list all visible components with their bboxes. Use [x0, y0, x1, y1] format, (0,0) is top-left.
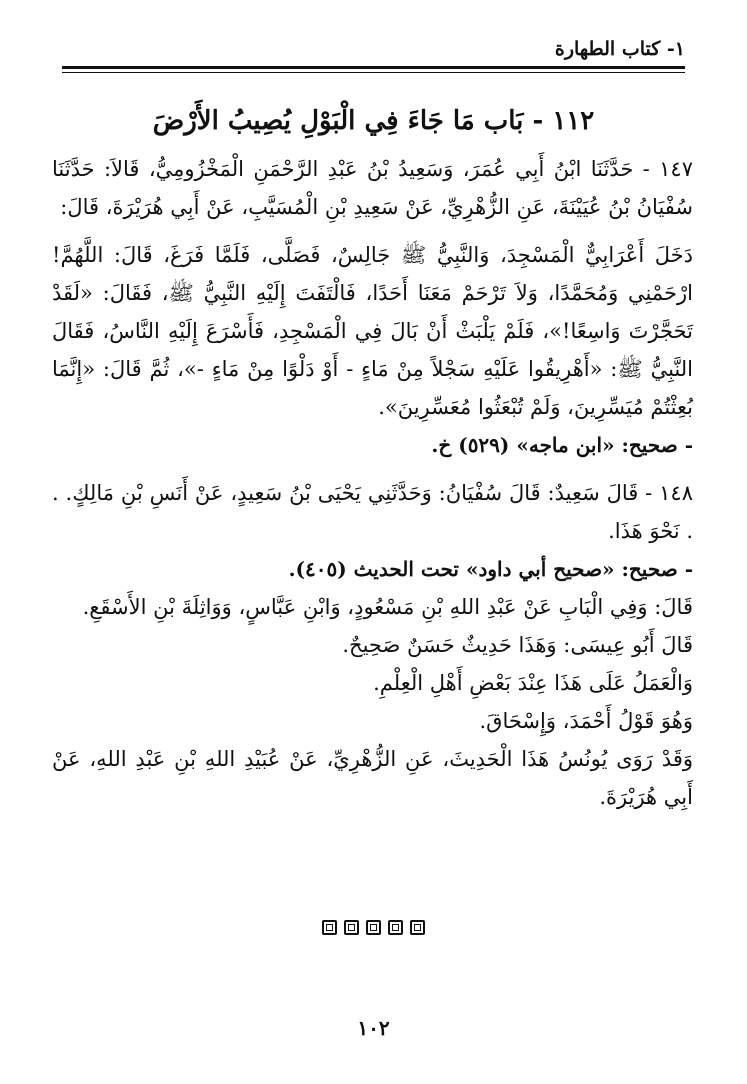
commentary-practice: وَالْعَمَلُ عَلَى هَذَا عِنْدَ بَعْضِ أَهْلِ الْعِلْمِ.: [373, 671, 693, 695]
commentary-ahmad-ishaq: وَهُوَ قَوْلُ أَحْمَدَ، وَإِسْحَاقَ.: [479, 709, 693, 733]
grading-147: - صحيح: «ابن ماجه» (٥٢٩) خ.: [431, 433, 693, 457]
header-rule-thick: [62, 66, 685, 69]
chapter-title: ١١٢ - بَاب مَا جَاءَ فِي الْبَوْلِ يُصِيبُ الأَرْضَ: [152, 106, 595, 136]
commentary-yunus: وَقَدْ رَوَى يُونُسُ هَذَا الْحَدِيثَ، عَنِ الزُّهْرِيِّ، عَنْ عُبَيْدِ اللهِ بْنِ عَبْدِ اللهِ، عَنْ أَبِي هُرَيْرَةَ.: [52, 747, 693, 809]
page-body: [52, 150, 693, 816]
ornament-square-icon: [366, 920, 381, 935]
ornament-square-icon: [344, 920, 359, 935]
ornament-square-icon: [322, 920, 337, 935]
ornament-square-icon: [410, 920, 425, 935]
page-number: ١٠٢: [357, 1016, 390, 1040]
commentary-chapter-narrations: قَالَ: وَفِي الْبَابِ عَنْ عَبْدِ اللهِ بْنِ مَسْعُودٍ، وَابْنِ عَبَّاسٍ، وَوَاثِلَةَ بْنِ الأَسْقَعِ.: [82, 595, 693, 619]
commentary-abu-isa: قَالَ أَبُو عِيسَى: وَهَذَا حَدِيثٌ حَسَنٌ صَحِيحٌ.: [342, 633, 693, 657]
section-divider-ornament: [0, 920, 747, 935]
running-header: ١- كتاب الطهارة: [554, 38, 685, 60]
hadith-147-matn: دَخَلَ أَعْرَابِيٌّ الْمَسْجِدَ، وَالنَّبِيُّ ﷺ جَالِسٌ، فَصَلَّى، فَلَمَّا فَرَغَ، قَالَ: اللَّهُمَّ! ارْحَمْنِي وَمُحَمَّدًا، وَلاَ تَرْحَمْ مَعَنَا أَحَدًا، فَالْتَفَتَ إِلَيْهِ النَّبِيُّ ﷺ، فَقَالَ: «لَقَدْ تَحَجَّرْتَ وَاسِعًا!»، فَلَمْ يَلْبَثْ أَنْ بَالَ فِي الْمَسْجِدِ، فَأَسْرَعَ إِلَيْهِ النَّاسُ، فَقَالَ النَّبِيُّ ﷺ: «أَهْرِيقُوا عَلَيْهِ سَجْلاً مِنْ مَاءٍ - أَوْ دَلْوًا مِنْ مَاءٍ -»، ثُمَّ قَالَ: «إِنَّمَا بُعِثْتُمْ مُيَسِّرِينَ، وَلَمْ تُبْعَثُوا مُعَسِّرِينَ».: [52, 243, 693, 419]
hadith-147-isnad: ١٤٧ - حَدَّثَنَا ابْنُ أَبِي عُمَرَ، وَسَعِيدُ بْنُ عَبْدِ الرَّحْمَنِ الْمَخْزُومِيُّ، قَالاَ: حَدَّثَنَا سُفْيَانُ بْنُ عُيَيْنَةَ، عَنِ الزُّهْرِيِّ، عَنْ سَعِيدِ بْنِ الْمُسَيَّبِ، عَنْ أَبِي هُرَيْرَةَ، قَالَ:: [52, 157, 693, 219]
header-rule-thin: [62, 72, 685, 73]
grading-148: - صحيح: «صحيح أبي داود» تحت الحديث (٤٠٥).: [288, 557, 693, 581]
hadith-148: ١٤٨ - قَالَ سَعِيدٌ: قَالَ سُفْيَانُ: وَحَدَّثَنِي يَحْيَى بْنُ سَعِيدٍ، عَنْ أَنَسِ بْنِ مَالِكٍ. . . نَحْوَ هَذَا.: [52, 481, 693, 543]
ornament-square-icon: [388, 920, 403, 935]
